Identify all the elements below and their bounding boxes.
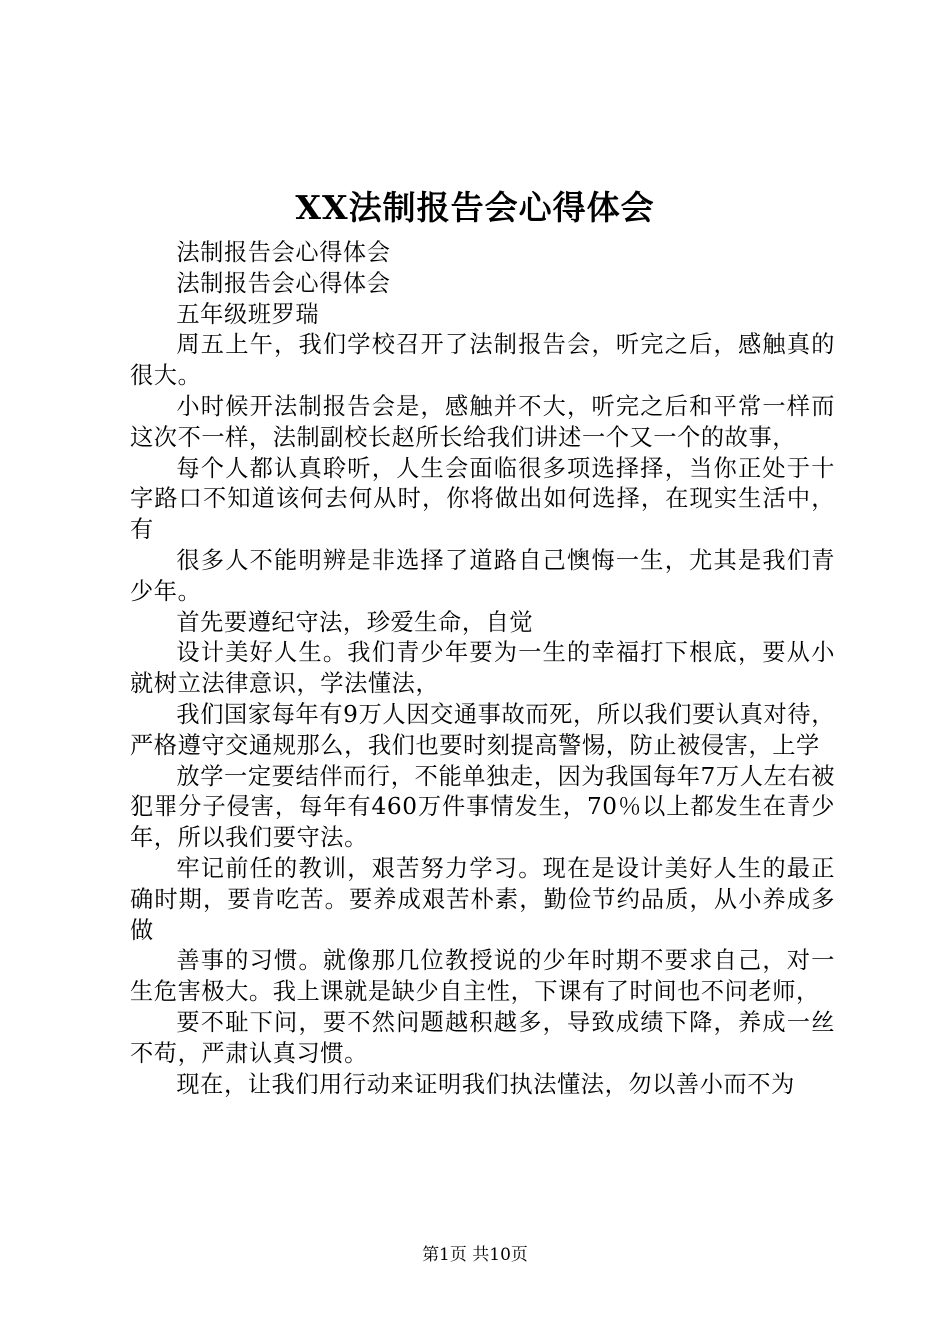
paragraph: 周五上午，我们学校召开了法制报告会，听完之后，感触真的很大。	[130, 331, 835, 390]
paragraph: 要不耻下问，要不然问题越积越多，导致成绩下降，养成一丝不苟，严肃认真习惯。	[130, 1008, 835, 1067]
paragraph: 放学一定要结伴而行，不能单独走，因为我国每年7万人左右被犯罪分子侵害，每年有460万件事情发生，70％以上都发生在青少年，所以我们要守法。	[130, 762, 835, 852]
paragraph: 牢记前任的教训，艰苦努力学习。现在是设计美好人生的最正确时期，要肯吃苦。要养成艰苦朴素，勤俭节约品质，从小养成多做	[130, 854, 835, 944]
paragraph: 现在，让我们用行动来证明我们执法懂法，勿以善小而不为	[176, 1070, 795, 1098]
page-footer: 第1页 共10页	[422, 1245, 528, 1265]
paragraph: 很多人不能明辨是非选择了道路自己懊悔一生，尤其是我们青少年。	[130, 546, 835, 605]
paragraph: 五年级班罗瑞	[176, 300, 320, 328]
paragraph: 我们国家每年有9万人因交通事故而死，所以我们要认真对待，严格遵守交通规那么，我们也要时刻提高警惕，防止被侵害，上学	[130, 700, 835, 759]
paragraph: 小时候开法制报告会是，感触并不大，听完之后和平常一样而这次不一样，法制副校长赵所长给我们讲述一个又一个的故事，	[130, 392, 835, 451]
document-title: XX法制报告会心得体会	[295, 188, 655, 227]
paragraph: 法制报告会心得体会	[176, 269, 391, 297]
document-body	[130, 238, 835, 1100]
paragraph: 法制报告会心得体会	[176, 239, 391, 266]
paragraph: 首先要遵纪守法，珍爱生命，自觉	[176, 608, 534, 636]
paragraph: 设计美好人生。我们青少年要为一生的幸福打下根底，要从小就树立法律意识，学法懂法，	[130, 639, 835, 698]
paragraph: 每个人都认真聆听，人生会面临很多项选择择，当你正处于十字路口不知道该何去何从时，你将做出如何选择，在现实生活中，有	[130, 454, 835, 544]
paragraph: 善事的习惯。就像那几位教授说的少年时期不要求自己，对一生危害极大。我上课就是缺少自主性，下课有了时间也不问老师，	[130, 947, 835, 1006]
